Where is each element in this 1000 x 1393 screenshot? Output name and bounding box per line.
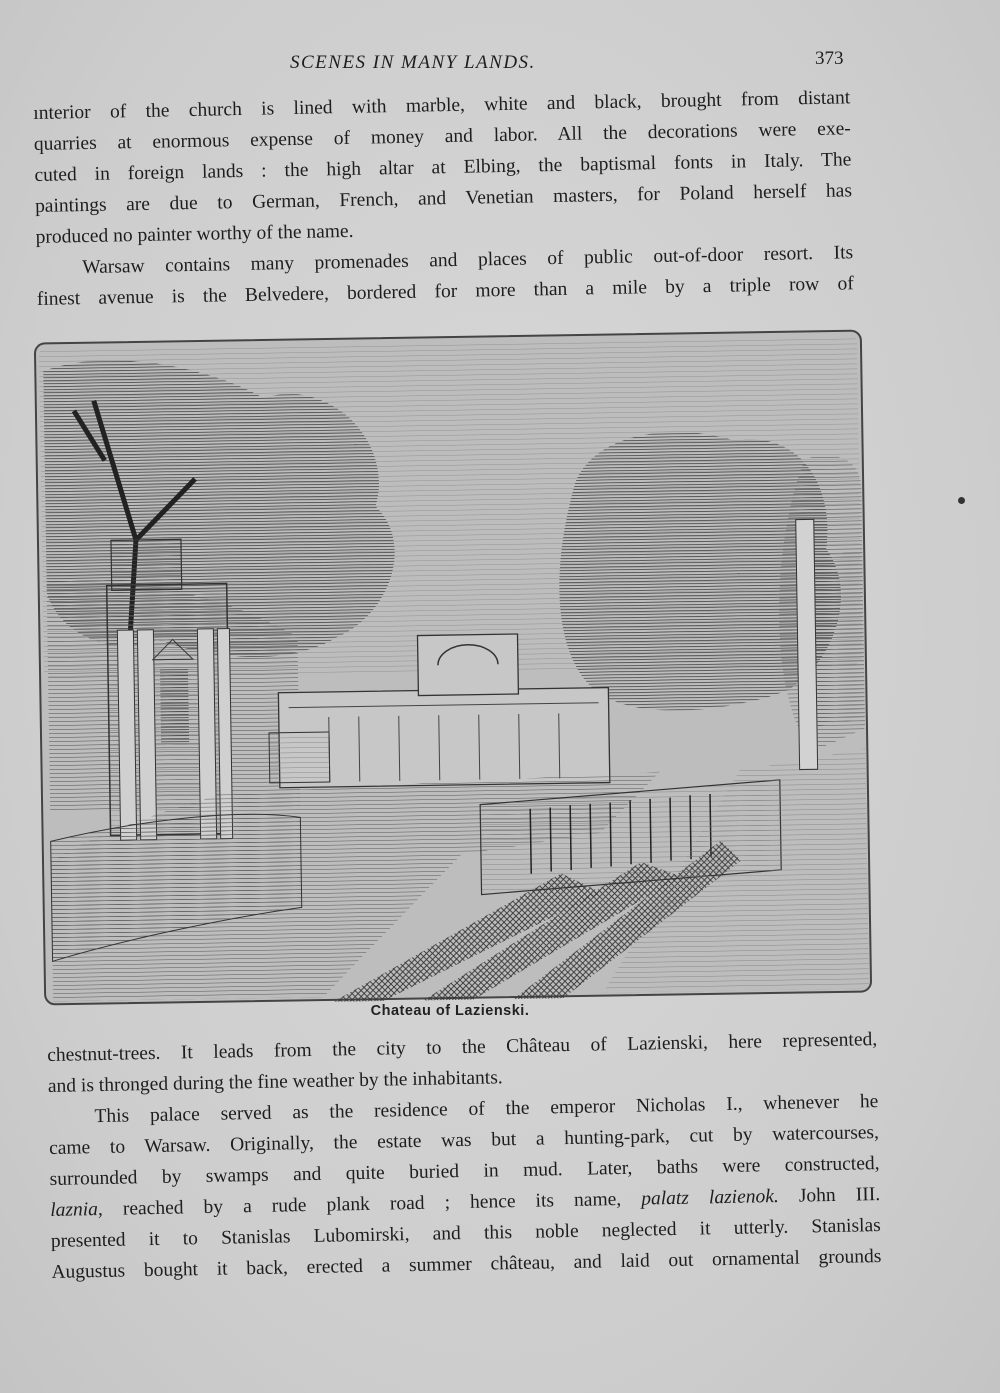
running-head	[0, 48, 1000, 78]
caption-text: Chateau of Lazienski.	[370, 1003, 530, 1019]
text-line: finest avenue is the Belvedere, bordered for more than a mile by a triple row of	[36, 273, 854, 310]
text-line: Warsaw contains many promenades and places of public out-of-door resort. Its	[82, 242, 854, 279]
text-line: produced no painter worthy of the name.	[35, 220, 354, 248]
text-line: paintings are due to German, French, and Venetian masters, for Poland herself has	[34, 180, 853, 217]
text-line: Augustus bought it back, erected a summer château, and laid out ornamental grounds	[51, 1246, 882, 1283]
italic-word: laznia,	[50, 1198, 104, 1221]
text-line: chestnut-trees. It leads from the city to the Château of Lazienski, here represented,	[47, 1029, 878, 1066]
text-line: presented it to Stanislas Lubomirski, and this noble neglected it utterly. Stanislas	[50, 1215, 881, 1252]
text-run: John III.	[778, 1184, 881, 1207]
engraving-image	[33, 329, 873, 1007]
engraving-chateau-lazienski	[33, 329, 873, 1007]
text-line: quarries at enormous expense of money and labor. All the decorations were exe-	[33, 118, 851, 155]
top-text-block	[33, 82, 854, 315]
figure-caption	[0, 1003, 900, 1019]
text-line: and is thronged during the fine weather by the inhabitants.	[47, 1067, 503, 1097]
text-line: surrounded by swamps and quite buried in mud. Later, baths were constructed,	[49, 1153, 880, 1190]
text-line: This palace served as the residence of the emperor Nicholas I., whenever he	[94, 1091, 879, 1128]
text-line: cuted in foreign lands : the high altar at Elbing, the baptismal fonts in Italy. The	[34, 149, 852, 186]
text-line: came to Warsaw. Originally, the estate was but a hunting-park, cut by watercourses,	[48, 1122, 880, 1159]
running-title: SCENES IN MANY LANDS.	[290, 52, 536, 73]
text-run: reached by a rude plank road ; hence its name,	[102, 1188, 642, 1220]
bottom-text-block	[47, 1024, 882, 1288]
ink-speck	[958, 497, 965, 504]
italic-word: palatz lazienok.	[641, 1185, 780, 1210]
page-number: 373	[815, 48, 844, 69]
text-line: ınterior of the church is lined with marble, white and black, brought from distant	[33, 87, 851, 124]
